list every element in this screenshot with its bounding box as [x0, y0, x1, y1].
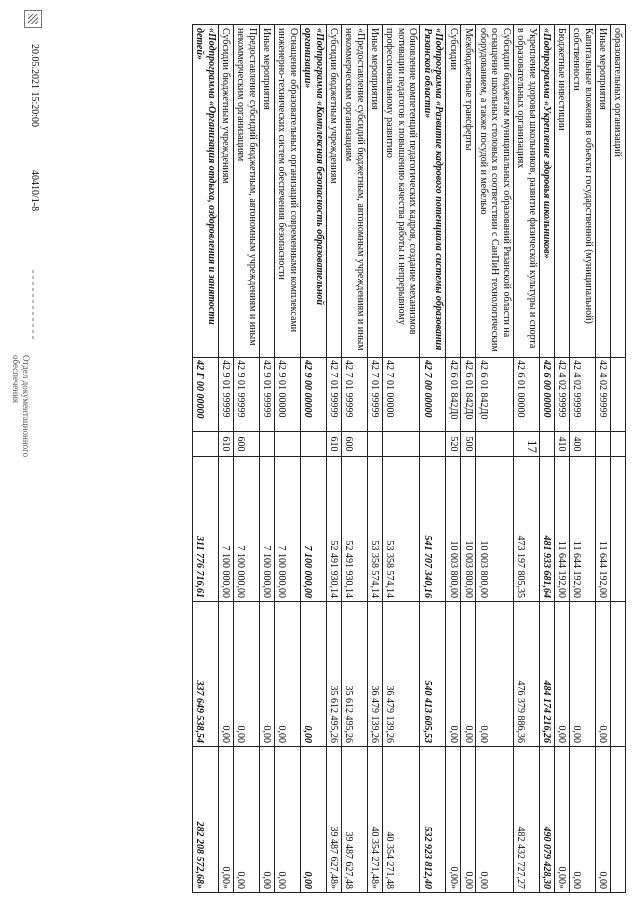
row-code-cell: 42 Г 00 00000 [193, 358, 219, 432]
row-value-year1-cell: 11 644 192,00 [570, 457, 596, 602]
table-row [193, 25, 219, 893]
row-code-cell: 42 7 00 00000 [420, 358, 446, 432]
row-value-year1-cell: 10 003 800,00 [446, 457, 461, 602]
row-code-cell: 42 9 01 99999 [234, 358, 260, 432]
row-code-cell: 42 9 01 00000 [275, 358, 301, 432]
table-row [461, 25, 476, 893]
table-row [555, 25, 570, 893]
row-name-cell: Иные мероприятия [368, 25, 383, 358]
row-name-cell: Капитальные вложения в объекты государственной (муниципальной) собственности [570, 25, 596, 358]
row-value-year2-cell: 0,00 [301, 602, 327, 747]
row-name-cell: «Предоставление субсидий бюджетным, автономным учреждениям и иным некоммерческим организациям [342, 25, 368, 358]
row-value-year3-cell: 0,00 [461, 747, 476, 893]
row-name-cell: Бюджетные инвестиции [555, 25, 570, 358]
row-value-year2-cell: 0,00 [596, 602, 611, 747]
table-row [234, 25, 260, 893]
row-value-year2-cell: 476 379 886,36 [514, 602, 540, 747]
row-value-year2-cell: 36 479 139,26 [368, 602, 383, 747]
row-value-year2-cell: 0,00 [234, 602, 260, 747]
footer-document-code: 40410/1-8 [29, 170, 40, 212]
row-name-cell: Иные мероприятия [260, 25, 275, 358]
row-name-cell: Оснащение образовательных организаций современными комплексами инженерно-технических систем обеспечения безопасности [275, 25, 301, 358]
row-value-year2-cell: 0,00 [570, 602, 596, 747]
row-name-cell: образовательных организаций [611, 25, 626, 358]
row-value-year1-cell: 7 100 000,00 [260, 457, 275, 602]
row-value-year3-cell: 0,00 [476, 747, 514, 893]
row-expense-type-cell: 410 [555, 432, 570, 457]
row-value-year1-cell: 52 491 930,14 [327, 457, 342, 602]
row-expense-type-cell: 610 [327, 432, 342, 457]
row-code-cell [611, 358, 626, 432]
row-value-year1-cell: 7 100 000,00 [301, 457, 327, 602]
table-row [540, 25, 555, 893]
row-value-year3-cell: 482 432 727,27 [514, 747, 540, 893]
row-value-year2-cell: 0,00 [260, 602, 275, 747]
row-code-cell: 42 6 01 842Д0 [446, 358, 461, 432]
row-value-year3-cell: 0,00 [570, 747, 596, 893]
row-value-year1-cell: 53 358 574,14 [368, 457, 383, 602]
row-expense-type-cell [420, 432, 446, 457]
row-code-cell: 42 4 02 99999 [555, 358, 570, 432]
row-value-year1-cell: 11 644 192,00 [596, 457, 611, 602]
row-name-cell: Субсидии [446, 25, 461, 358]
row-code-cell: 42 6 01 00000 [514, 358, 540, 432]
page-footer [0, 0, 60, 905]
table-row [383, 25, 421, 893]
row-expense-type-cell: 610 [219, 432, 234, 457]
row-code-cell: 42 6 01 842Д0 [461, 358, 476, 432]
table-row [342, 25, 368, 893]
row-value-year3-cell: 40 354 271,48 [383, 747, 421, 893]
row-value-year3-cell: 0,00» [555, 747, 570, 893]
table-row [368, 25, 383, 893]
row-value-year1-cell: 473 197 805,35 [514, 457, 540, 602]
row-value-year2-cell: 0,00 [476, 602, 514, 747]
footer-department: Отдел документационного обеспечения [11, 355, 31, 458]
row-value-year2-cell: 0,00 [275, 602, 301, 747]
row-value-year3-cell: 0,00» [446, 747, 461, 893]
row-value-year3-cell: 39 487 627,48 [342, 747, 368, 893]
row-value-year2-cell: 0,00 [555, 602, 570, 747]
row-value-year1-cell: 541 707 340,16 [420, 457, 446, 602]
row-name-cell: Субсидии бюджетам муниципальных образований Рязанской области на оснащение школьных столовых в соответствии с СанПиН технологическим оборудованием, а также посудой и мебелью [476, 25, 514, 358]
row-code-cell: 42 6 00 00000 [540, 358, 555, 432]
row-value-year3-cell: 282 208 572,68» [193, 747, 219, 893]
row-code-cell: 42 9 00 00000 [301, 358, 327, 432]
row-value-year2-cell: 540 413 605,53 [420, 602, 446, 747]
row-value-year1-cell: 10 003 800,00 [476, 457, 514, 602]
row-value-year3-cell: 0,00 [234, 747, 260, 893]
row-name-cell: Иные мероприятия [596, 25, 611, 358]
row-value-year1-cell: 481 933 681,64 [540, 457, 555, 602]
row-expense-type-cell: 600 [234, 432, 260, 457]
row-code-cell: 42 4 02 99999 [570, 358, 596, 432]
row-expense-type-cell [368, 432, 383, 457]
table-row [446, 25, 461, 893]
row-name-cell: Предоставление субсидий бюджетным, автономным учреждениям и иным некоммерческим организациям [234, 25, 260, 358]
row-name-cell: «Подпрограмма «Комплексная безопасность образовательной организации» [301, 25, 327, 358]
row-code-cell: 42 7 01 99999 [327, 358, 342, 432]
row-code-cell: 42 4 02 99999 [596, 358, 611, 432]
row-expense-type-cell [301, 432, 327, 457]
row-name-cell: Обновление компетенций педагогических кадров, создание механизмов мотивации педагогов к повышению качества работы и непрерывному профессиональному развитию [383, 25, 421, 358]
row-name-cell: Межбюджетные трансферты [461, 25, 476, 358]
row-value-year2-cell: 0,00 [219, 602, 234, 747]
row-expense-type-cell: 500 [461, 432, 476, 457]
row-value-year2-cell [611, 602, 626, 747]
row-expense-type-cell [540, 432, 555, 457]
row-expense-type-cell [514, 432, 540, 457]
table-row [260, 25, 275, 893]
row-code-cell: 42 7 01 00000 [383, 358, 421, 432]
table-row [275, 25, 301, 893]
row-value-year2-cell: 0,00 [446, 602, 461, 747]
table-row [301, 25, 327, 893]
row-expense-type-cell [611, 432, 626, 457]
row-value-year1-cell: 311 776 716,61 [193, 457, 219, 602]
row-expense-type-cell: 520 [446, 432, 461, 457]
budget-table [192, 24, 626, 893]
row-expense-type-cell: 400 [570, 432, 596, 457]
row-name-cell: «Подпрограмма «Развитие кадрового потенциала системы образования Рязанской области» [420, 25, 446, 358]
row-code-cell: 42 9 01 99999 [260, 358, 275, 432]
row-expense-type-cell [383, 432, 421, 457]
row-value-year1-cell: 7 100 000,00 [275, 457, 301, 602]
row-code-cell: 42 9 01 99999 [219, 358, 234, 432]
row-value-year3-cell: 0,00 [596, 747, 611, 893]
table-row [596, 25, 611, 893]
row-name-cell: «Подпрограмма «Укрепление здоровья школьников» [540, 25, 555, 358]
page-number: 17 [525, 440, 540, 453]
row-code-cell: 42 7 01 99999 [368, 358, 383, 432]
row-value-year1-cell: 7 100 000,00 [234, 457, 260, 602]
row-value-year2-cell: 35 612 495,26 [327, 602, 342, 747]
row-expense-type-cell: 600 [342, 432, 368, 457]
row-code-cell: 42 7 01 99999 [342, 358, 368, 432]
row-value-year1-cell [611, 457, 626, 602]
scan-noise [32, 270, 34, 340]
table-row [570, 25, 596, 893]
footer-date: 20.05.2021 15:20:00 [29, 44, 40, 128]
row-value-year3-cell: 0,00 [301, 747, 327, 893]
row-value-year3-cell: 532 923 812,40 [420, 747, 446, 893]
row-value-year3-cell: 39 487 627,48» [327, 747, 342, 893]
row-name-cell: Субсидии бюджетным учреждениям [327, 25, 342, 358]
table-row [611, 25, 626, 893]
row-value-year3-cell: 0,00» [219, 747, 234, 893]
row-value-year3-cell: 0,00 [275, 747, 301, 893]
row-value-year1-cell: 11 644 192,00 [555, 457, 570, 602]
row-value-year2-cell: 36 479 139,26 [383, 602, 421, 747]
table-row [219, 25, 234, 893]
row-expense-type-cell [275, 432, 301, 457]
row-value-year3-cell: 0,00 [260, 747, 275, 893]
row-name-cell: Укрепление здоровья школьников, развитие физической культуры и спорта в образовательных организациях [514, 25, 540, 358]
row-value-year2-cell: 35 612 495,26 [342, 602, 368, 747]
row-value-year3-cell: 40 354 271,48» [368, 747, 383, 893]
row-value-year2-cell: 337 649 538,54 [193, 602, 219, 747]
row-value-year2-cell: 484 174 216,26 [540, 602, 555, 747]
row-value-year2-cell: 0,00 [461, 602, 476, 747]
table-row [420, 25, 446, 893]
row-value-year1-cell: 10 003 800,00 [461, 457, 476, 602]
row-name-cell: «Подпрограмма «Организация отдыха, оздоровления и занятости детей» [193, 25, 219, 358]
row-code-cell: 42 6 01 842Д0 [476, 358, 514, 432]
table-row [514, 25, 540, 893]
row-expense-type-cell [260, 432, 275, 457]
e-signature-stamp-icon [24, 10, 42, 28]
row-name-cell: Субсидии бюджетным учреждениям [219, 25, 234, 358]
row-expense-type-cell [476, 432, 514, 457]
table-row [327, 25, 342, 893]
row-value-year1-cell: 7 100 000,00 [219, 457, 234, 602]
row-value-year3-cell: 490 079 428,30 [540, 747, 555, 893]
row-expense-type-cell [193, 432, 219, 457]
row-value-year1-cell: 52 491 930,14 [342, 457, 368, 602]
table-row [476, 25, 514, 893]
row-expense-type-cell [596, 432, 611, 457]
row-value-year3-cell [611, 747, 626, 893]
row-value-year1-cell: 53 358 574,14 [383, 457, 421, 602]
